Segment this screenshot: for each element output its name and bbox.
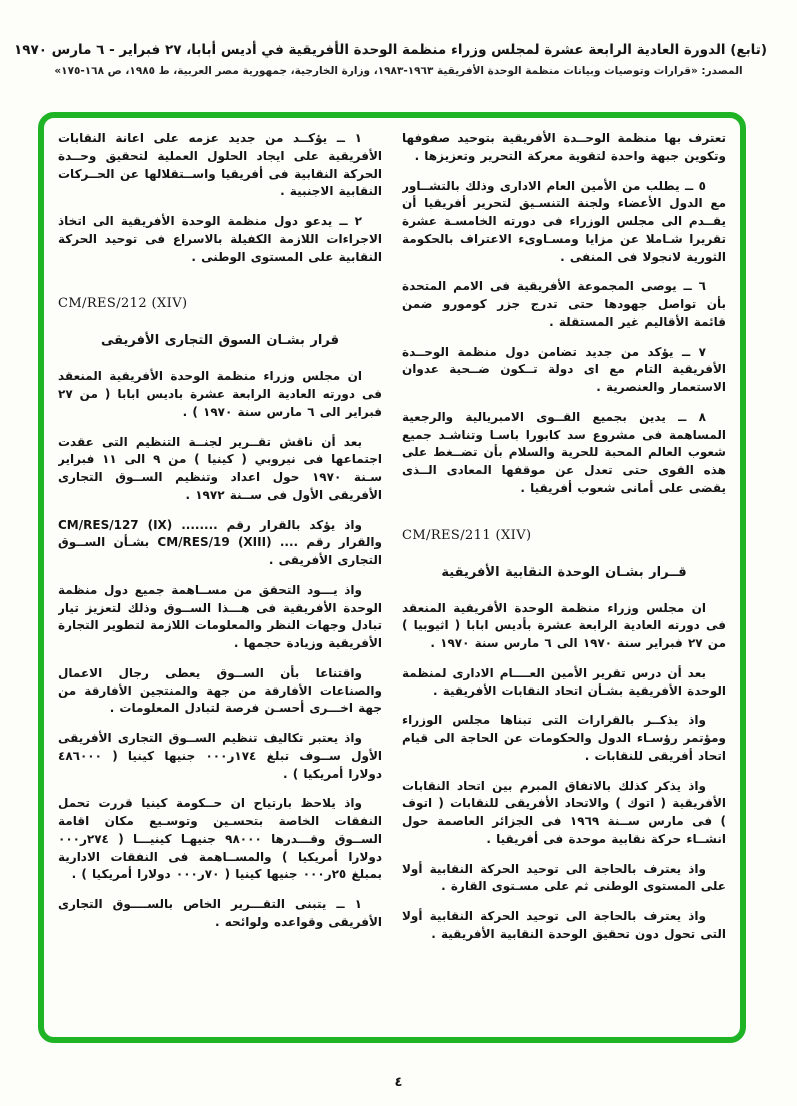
paragraph: واذ يـــود التحقق من مســاهمة جميع دول منظمة الوحدة الأفريقية فى هـــذا الســوق وذلك لتعزيز تيار تبادل وجهات النظر والمعلومات اللازمة لتطوير التجارة الأفريقية وزيادة حجمها . (58, 582, 382, 650)
header-source-line: المصدر: «قرارات وتوصيات وبيانات منظمة الوحدة الأفريقية ١٩٦٣-١٩٨٣، وزارة الخارجية، جمهورية مصر العربية، ط ١٩٨٥، ص ١٦٨-١٧٥» (54, 65, 743, 77)
paragraph: واذ يؤكد بالقرار رقم ........ CM/RES/127 (IX) والقرار رقم .... CM/RES/19 (XIII) بشـأن الســوق التجارى الأفريقى . (58, 517, 382, 567)
paragraph: ٢ ــ يدعو دول منظمة الوحدة الأفريقية الى اتخاذ الاجراءات اللازمة الكفيلة بالاسراع فى توحيد الحركة النقابية على المستوى الوطنى . (58, 214, 382, 264)
paragraph: واذ يعترف بالحاجة الى توحيد الحركة النقابية أولا التى تحول دون تحقيق الوحدة النقابية الأفريقية . (402, 909, 726, 941)
paragraph: ٨ ــ يدين بجميع القــوى الامبريالية والرجعية المساهمة فى مشروع سد كابورا باسـا وتناشـد جميع شعوب العالم المحبة للحرية والسلام بأن تضــغط على هذه القوى حتى تعدل عن موقفها المعادى الــذى يقضى على أمانى شعوب أفريقيا . (402, 409, 726, 495)
column-left (58, 130, 382, 1025)
paragraph: واذ يعترف بالحاجة الى توحيد الحركة النقابية أولا على المستوى الوطنى ثم على مسـتوى القارة . (402, 861, 726, 894)
document-frame (38, 112, 746, 1043)
paragraph: واذ يعتبر تكاليف تنظيم الســوق التجارى الأفريقى الأول ســوف تبلغ ١٧٤ر٠٠٠ جنيها كينيا ( ٤٨٦٠٠٠ دولارا أمريكيا ) . (58, 731, 382, 781)
paragraph: ان مجلس وزراء منظمة الوحدة الأفريقية المنعقد فى دورته العادية الرابعة عشرة بأديس ابابا ( اثيوبيا ) من ٢٧ فبراير سنة ١٩٧٠ الى ٦ مارس سنة ١٩٧٠ . (402, 600, 726, 650)
page-header (13, 42, 767, 77)
paragraph: ان مجلس وزراء منظمة الوحدة الأفريقية المنعقد فى دورته العادية الرابعة عشرة باديس ابابا ( من ٢٧ فبراير الى ٦ مارس سنة ١٩٧٠ ) . (58, 369, 382, 419)
paragraph: واذ يذكــر بالقرارات التى تبناها مجلس الوزراء ومؤتمر رؤسـاء الدول والحكومات عن الحاجة الى قيام اتحاد أفريقى للنقابات . (402, 713, 726, 763)
paragraph: واقتناعا بأن الســوق يعطى رجال الاعمال والصناعات الأفارقة من جهة والمنتجين الأفارقة من جهة اخـــرى أحسـن فرصة لتبادل المعلومات . (58, 665, 382, 716)
paragraph: بعد أن درس تقرير الأمين العــــام الادارى لمنظمة الوحدة الأفريقية بشـأن اتحاد النقابات الأفريقية . (402, 665, 726, 698)
resolution-title: قرار بشـان السوق التجارى الأفريقى (101, 333, 339, 349)
paragraph: ٧ ــ يؤكد من جديد تضامن دول منظمة الوحــدة الأفريقية التام مع اى دولة تــكون ضــحية عدوان الاستعمار والعنصرية . (402, 344, 726, 394)
text-columns (58, 130, 726, 1025)
paragraph: بعد أن ناقش تقــرير لجنــة التنظيم التى عقدت اجتماعها فى نيروبي ( كينيا ) من ٩ الى ١١ فبراير سـنة ١٩٧٠ حول اعداد وتنظيم الســوق التجارى الأفريقى الأول فى ســنة ١٩٧٢ . (58, 434, 382, 502)
paragraph: ١ ــ يؤكــد من جديد عزمه على اعانة النقابات الأفريقية على ايجاد الحلول العملية لتحقيق وحــدة الحركة النقابية فى أفريقيا واســتقلالها عن الحــركات النقابية الاجنبية . (58, 131, 382, 199)
resolution-code: CM/RES/212 (XIV) (58, 296, 188, 312)
paragraph: ١ ــ يتبنى التقـــرير الخاص بالســــوق التجارى الأفريقى وقواعده ولوائحه . (58, 897, 382, 929)
paragraph: تعترف بها منظمة الوحــدة الأفريقية بتوحيد صفوفها وتكوين جبهة واحدة لتقوية معركة التحرير وتعزيزها . (402, 131, 726, 163)
paragraph: واذ يذكر كذلك بالاتفاق المبرم بين اتحاد النقابات الأفريقية ( اتوك ) والاتحاد الأفريقى للنقابات ( اتوف ) فى مارس ســنة ١٩٦٩ فى الجزائر العاصمة حول انشــاء حركة نقابية موحدة فى أفريقيا . (402, 778, 726, 846)
page-number: ٤ (394, 1075, 403, 1090)
header-session-title: (تابع) الدورة العادية الرابعة عشرة لمجلس وزراء منظمة الوحدة الأفريقية في أديس أبابا، ٢٧ فبراير - ٦ مارس ١٩٧٠ (13, 42, 767, 58)
resolution-code: CM/RES/211 (XIV) (402, 527, 532, 543)
paragraph: واذ يلاحظ بارتياح ان حــكومة كينيا قررت تحمل النفقات الخاصة بتحسـين وتوسـيع مكان اقامة الســوق وقـــدرها ٩٨٠٠٠ جنيهـا كينيـــا ( ٢٧٤ر٠٠٠ دولارا أمريكيا ) والمســاهمة فى النفقات الادارية بمبلغ ٢٥ر٠٠٠ جنيها كينيا ( ٧٠ر٠٠٠ دولارا أمريكيا ) . (58, 796, 382, 882)
paragraph: ٦ ــ يوصى المجموعة الأفريقية فى الامم المتحدة بأن تواصل جهودها حتى تدرج جزر كومورو ضمن قائمة الأقاليم غير المستقلة . (402, 279, 726, 329)
column-right (402, 130, 726, 1025)
resolution-title: قــرار بشـان الوحدة النقابية الأفريقية (441, 564, 687, 580)
paragraph: ٥ ــ يطلب من الأمين العام الادارى وذلك بالتشــاور مع الدول الأعضاء ولجنة التنسـيق لتحرير أفريقيا أن يقــدم الى مجلس الوزراء فى دورته الخامسـة عشرة تقريرا شـاملا عن مزايا ومسـاوىء الاعتراف بالحكومة الثورية لانجولا فى المنفى . (402, 178, 726, 264)
